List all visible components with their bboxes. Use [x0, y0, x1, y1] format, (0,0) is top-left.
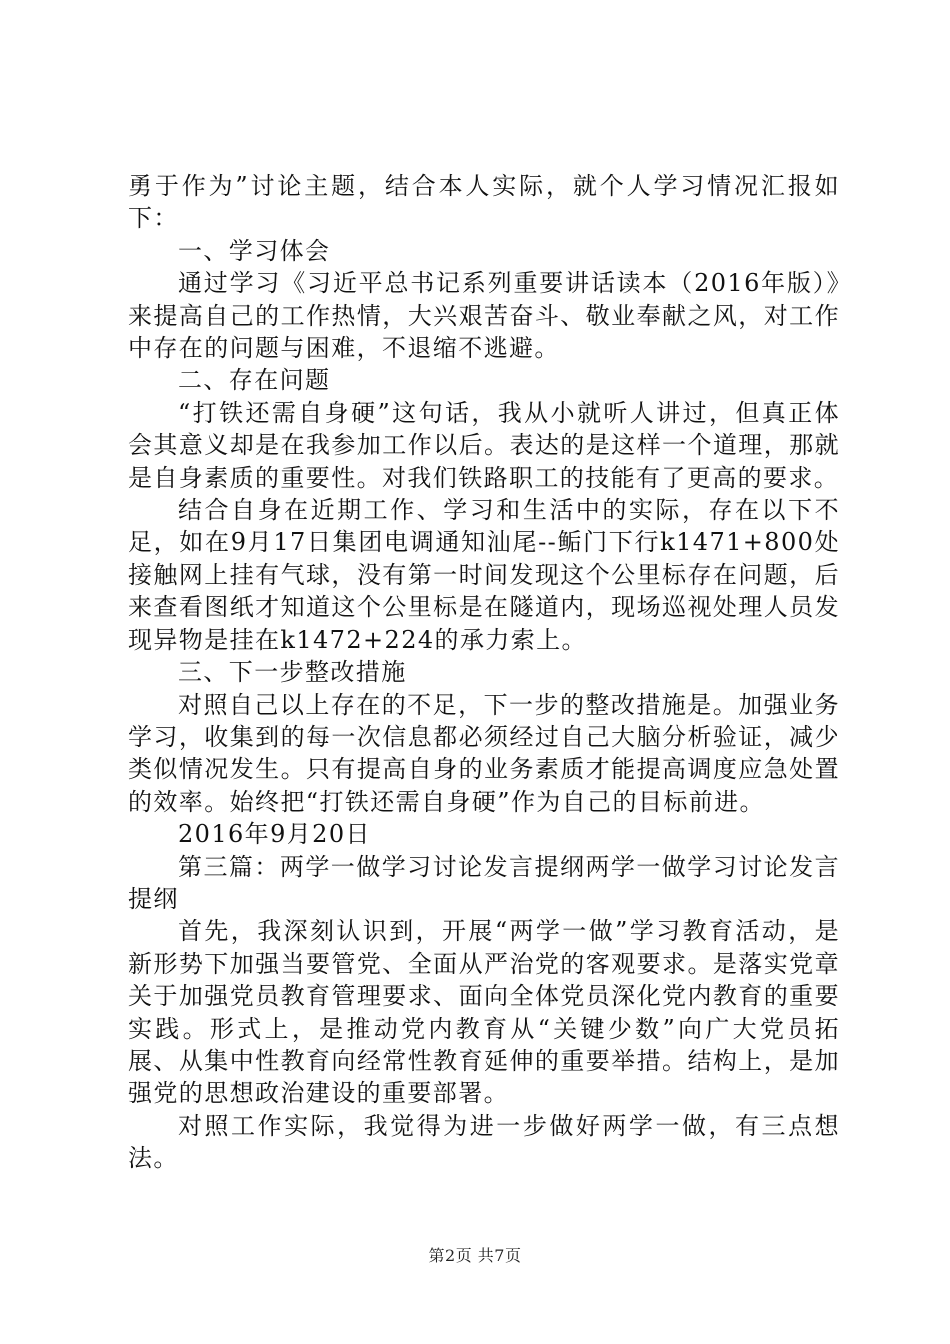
section-heading: 三、下一步整改措施 — [178, 658, 407, 687]
paragraph: 通过学习《习近平总书记系列重要讲话读本（2016年版）》来提高自己的工作热情，大兴艰苦奋斗、敬业奉献之风，对工作中存在的问题与困难，不退缩不逃避。 — [128, 269, 840, 363]
chapter-title: 第三篇：两学一做学习讨论发言提纲两学一做学习讨论发言提纲 — [128, 852, 840, 913]
paragraph: “打铁还需自身硬”这句话，我从小就听人讲过，但真正体会其意义却是在我参加工作以后。表达的是这样一个道理，那就是自身素质的重要性。对我们铁路职工的技能有了更高的要求。 — [128, 398, 840, 492]
paragraph: 对照自己以上存在的不足，下一步的整改措施是。加强业务学习，收集到的每一次信息都必须经过自己大脑分析验证，减少类似情况发生。只有提高自身的业务素质才能提高调度应急处置的效率。始终把“打铁还需自身硬”作为自己的目标前进。 — [128, 690, 840, 816]
paragraph: 勇于作为”讨论主题，结合本人实际，就个人学习情况汇报如下： — [128, 172, 840, 233]
page-number-footer: 第2页 共7页 — [428, 1246, 522, 1265]
paragraph: 首先，我深刻认识到，开展“两学一做”学习教育活动，是新形势下加强当要管党、全面从严治党的客观要求。是落实党章关于加强党员教育管理要求、面向全体党员深化党内教育的重要实践。形式上，是推动党内教育从“关键少数”向广大党员拓展、从集中性教育向经常性教育延伸的重要举措。结构上，是加强党的思想政治建设的重要部署。 — [128, 917, 840, 1108]
document-body — [128, 170, 840, 1175]
section-heading: 一、学习体会 — [178, 236, 331, 265]
section-heading: 二、存在问题 — [178, 366, 331, 395]
date-line: 2016年9月20日 — [178, 820, 371, 849]
paragraph: 对照工作实际，我觉得为进一步做好两学一做，有三点想法。 — [128, 1111, 840, 1173]
paragraph: 结合自身在近期工作、学习和生活中的实际，存在以下不足，如在9月17日集团电调通知汕尾--鲘门下行k1471+800处接触网上挂有气球，没有第一时间发现这个公里标存在问题，后来查看图纸才知道这个公里标是在隧道内，现场巡视处理人员发现异物是挂在k1472+224的承力索上。 — [128, 496, 840, 654]
